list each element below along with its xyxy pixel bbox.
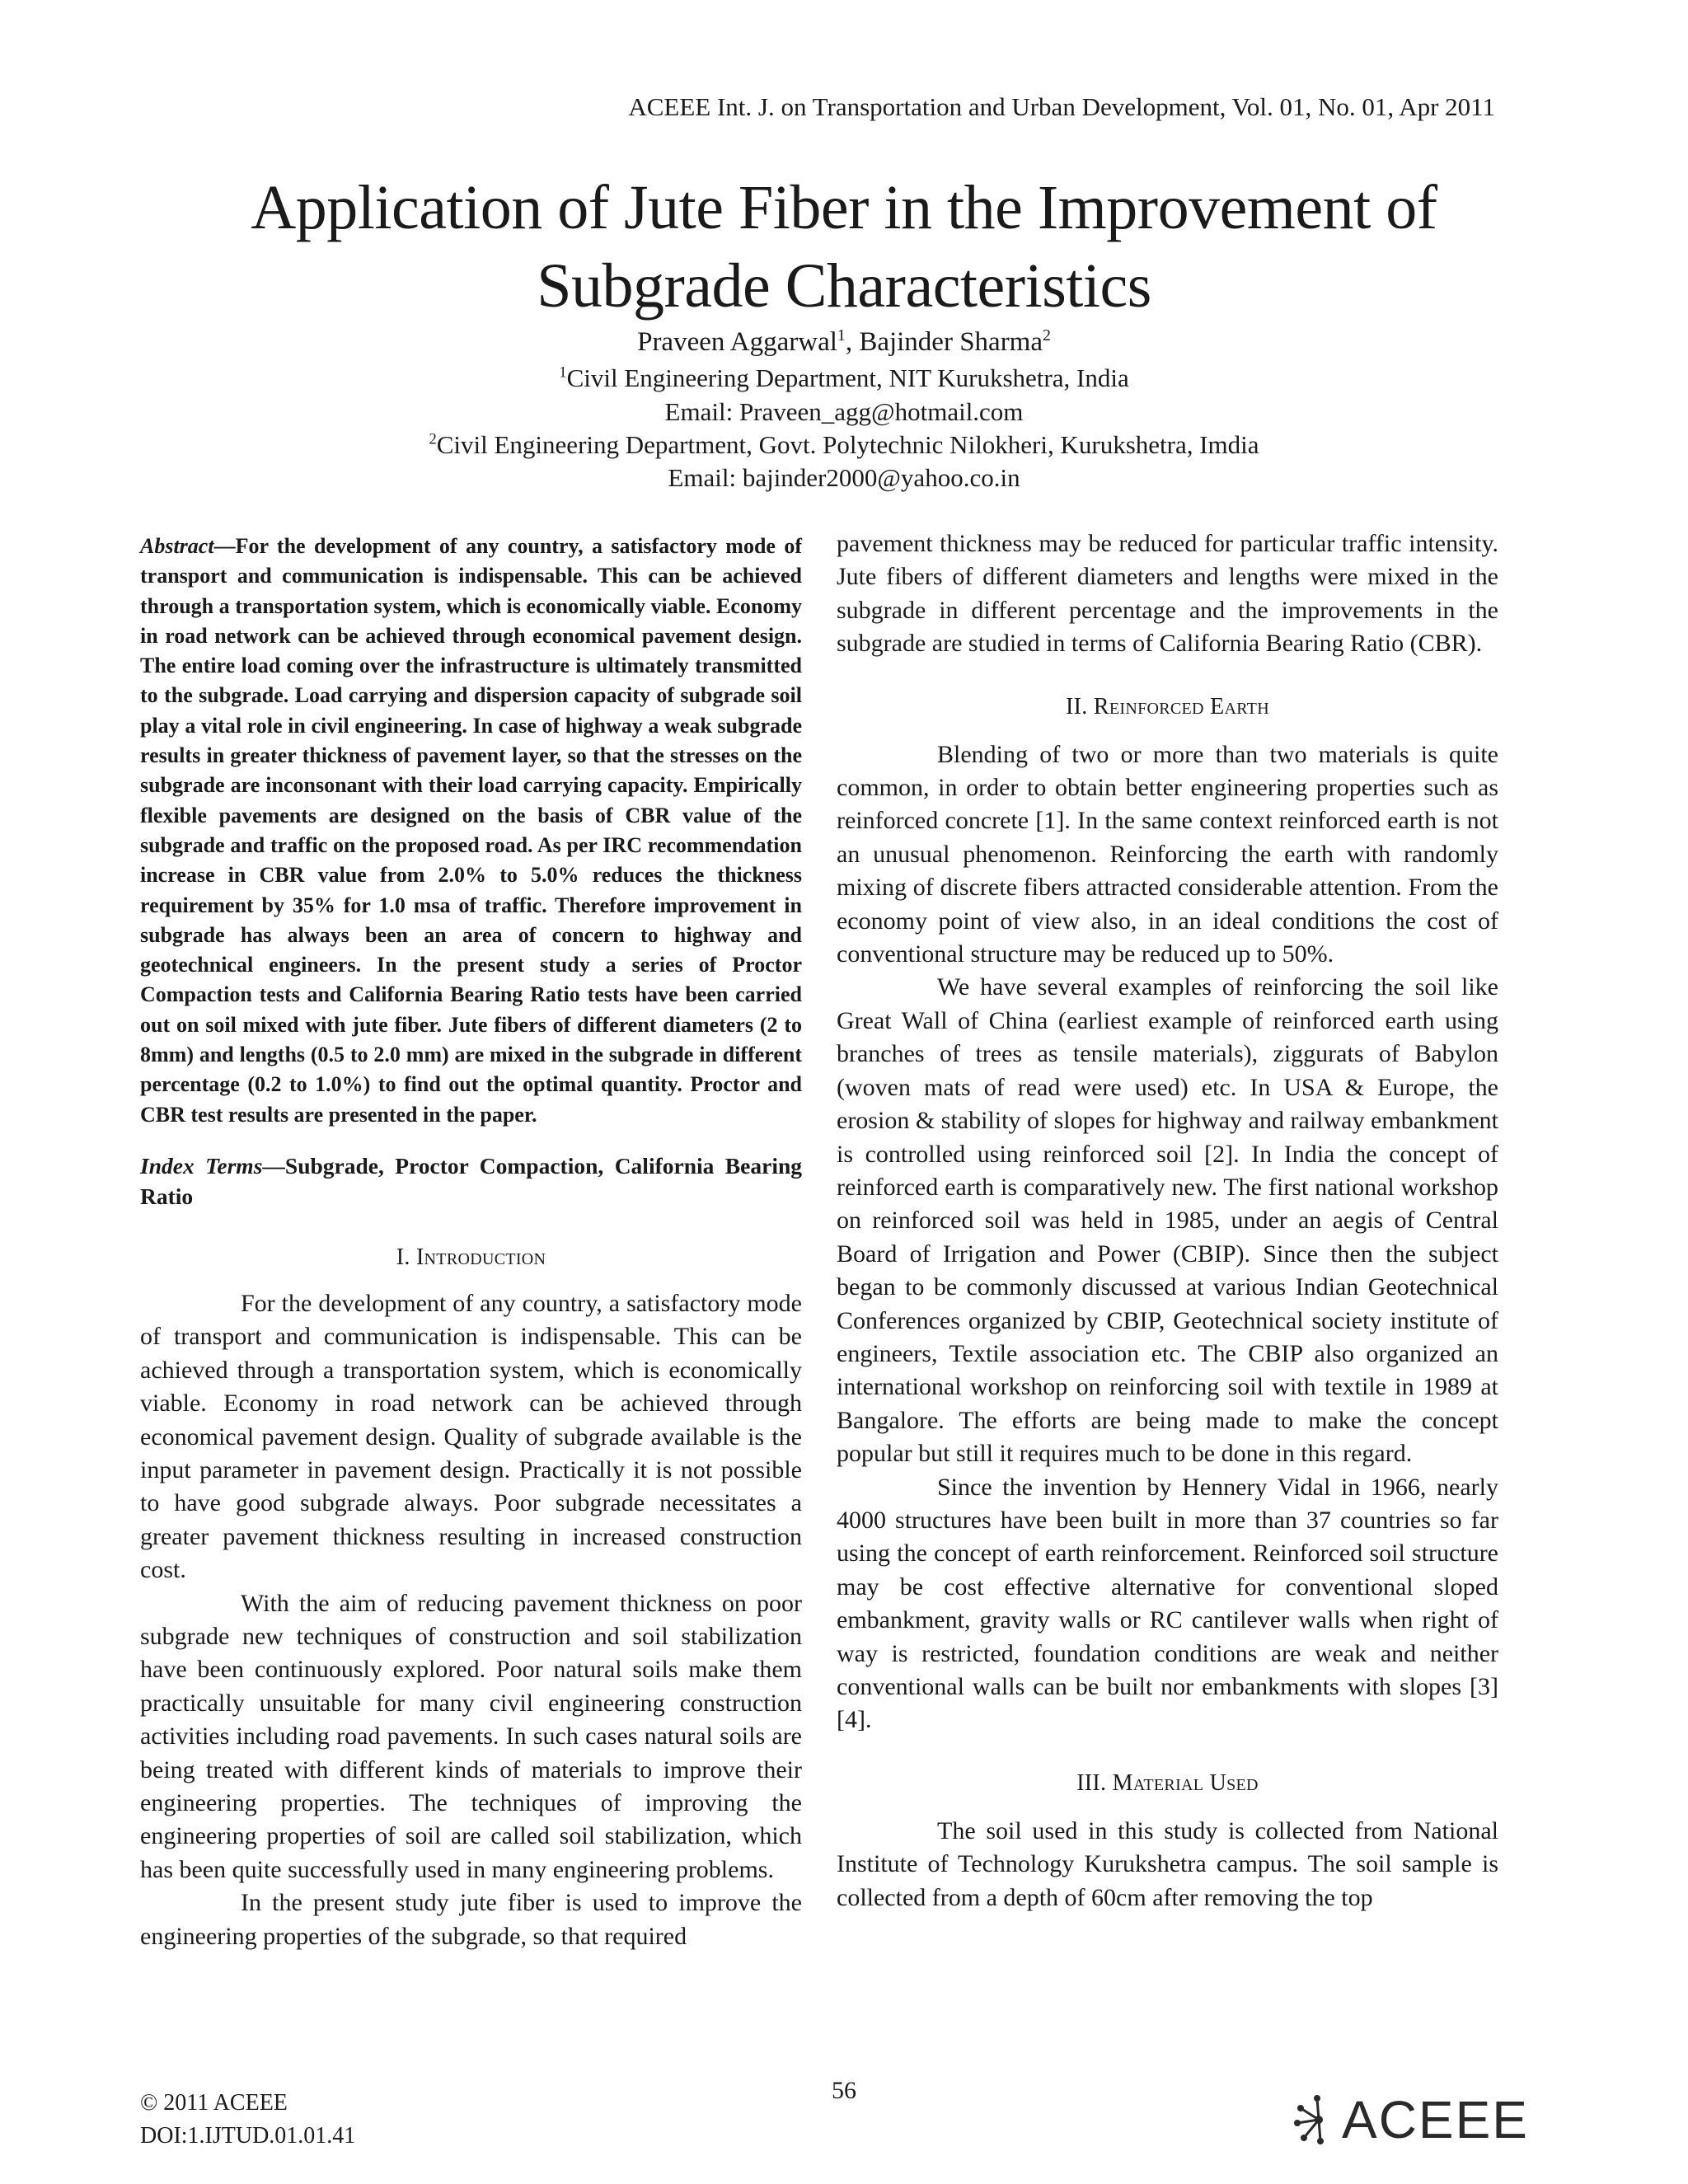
index-terms-label: Index Terms (140, 1152, 263, 1179)
abstract-label: Abstract (140, 534, 214, 558)
section-heading-introduction (140, 1244, 802, 1271)
index-terms (140, 1151, 802, 1212)
affiliation-1 (0, 361, 1688, 395)
left-column (140, 532, 802, 1953)
author-line (0, 326, 1688, 359)
paragraph: pavement thickness may be reduced for particular traffic intensity. Jute fibers of different diameters and lengths were mixed in the subgrade in different percentage and the improvements in the subgrade are studied in terms of California Bearing Ratio (CBR). (837, 530, 1498, 658)
abstract (140, 532, 802, 1130)
paragraph: Since the invention by Hennery Vidal in 1966, nearly 4000 structures have been built in more than 37 countries so far using the concept of earth reinforcement. Reinforced soil structure may be cost effective alternative for conventional sloped embankment, gravity walls or RC cantilever walls when right of way is restricted, foundation conditions are weak and neither conventional walls can be built nor embankments with slopes [3][4]. (837, 1473, 1498, 1734)
page-number: 56 (832, 2077, 856, 2104)
affiliation-2-sup: 2 (429, 430, 437, 448)
section-2-number: II. (1066, 693, 1094, 719)
aceee-logo (1292, 2089, 1529, 2150)
section-1-title: Introduction (415, 1244, 546, 1270)
affiliation-2-text: Civil Engineering Department, Govt. Polytechnic Nilokheri, Kurukshetra, Imdia (436, 430, 1259, 459)
paragraph: Blending of two or more than two materials is quite common, in order to obtain better engineering properties such as reinforced concrete [1]. In the same context reinforced earth is not an unusual phenomenon. Reinforcing the earth with randomly mixing of discrete fibers attracted considerable attention. From the economy point of view also, in an ideal conditions the cost of conventional structure may be reduced up to 50%. (837, 740, 1498, 968)
section-1-number: I. (396, 1244, 416, 1270)
section-2-title: Reinforced Earth (1093, 693, 1269, 719)
title-line-2: Subgrade Characteristics (537, 251, 1151, 321)
paragraph: We have several examples of reinforcing the soil like Great Wall of China (earliest example of reinforced earth using branches of trees as tensile materials), ziggurats of Babylon (woven mats of read were used) etc. In USA & Europe, the erosion & stability of slopes for highway and railway embankment is controlled using reinforced soil [2]. In India the concept of reinforced earth is comparatively new. The first national workshop on reinforced soil was held in 1985, under an aegis of Central Board of Irrigation and Power (CBIP). Since then the subject began to be commonly discussed at various Indian Geotechnical Conferences organized by CBIP, Geotechnical society institute of engineers, Textile association etc. The CBIP also organized an international workshop on reinforcing soil with textile in 1989 at Bangalore. The efforts are being made to make the concept popular but still it requires much to be done in this regard. (837, 973, 1498, 1468)
section-heading-material-used (837, 1770, 1498, 1797)
right-column (837, 527, 1498, 1915)
index-terms-text: —Subgrade, Proctor Compaction, California Bearing Ratio (140, 1152, 802, 1209)
aceee-logo-text: ACEEE (1342, 2090, 1529, 2149)
email-2: Email: bajinder2000@yahoo.co.in (668, 463, 1020, 492)
author-separator: , (845, 327, 860, 357)
copyright: © 2011 ACEEE (140, 2090, 288, 2116)
doi: DOI:1.IJTUD.01.01.41 (140, 2123, 356, 2149)
email-1: Email: Praveen_agg@hotmail.com (664, 397, 1024, 426)
section-heading-reinforced-earth (837, 694, 1498, 720)
aceee-logo-icon (1292, 2093, 1345, 2146)
author-1: Praveen Aggarwal (637, 327, 837, 357)
paper-title (0, 169, 1688, 326)
author-2-sup: 2 (1043, 326, 1051, 344)
affiliation-2 (0, 428, 1688, 462)
affiliation-1-text: Civil Engineering Department, NIT Kurukshetra, India (566, 363, 1129, 392)
paragraph: In the present study jute fiber is used to improve the engineering properties of the subgrade, so that required (140, 1889, 802, 1950)
affiliation-1-sup: 1 (559, 363, 567, 382)
section-3-number: III. (1076, 1769, 1113, 1796)
journal-header: ACEEE Int. J. on Transportation and Urban Development, Vol. 01, No. 01, Apr 2011 (628, 92, 1495, 121)
paragraph: The soil used in this study is collected from National Institute of Technology Kurukshetra campus. The soil sample is collected from a depth of 60cm after removing the top (837, 1816, 1498, 1911)
section-3-title: Material Used (1112, 1769, 1259, 1796)
paragraph: With the aim of reducing pavement thickness on poor subgrade new techniques of construction and soil stabilization have been continuously explored. Poor natural soils make them practically unsuitable for many civil engineering construction activities including road pavements. In such cases natural soils are being treated with different kinds of materials to improve their engineering properties. The techniques of improving the engineering properties of soil are called soil stabilization, which has been quite successfully used in many engineering problems. (140, 1589, 802, 1883)
title-line-1: Application of Jute Fiber in the Improvement of (251, 173, 1437, 242)
paragraph: For the development of any country, a satisfactory mode of transport and communication is indispensable. This can be achieved through a transportation system, which is economically viable. Economy in road network can be achieved through economical pavement design. Quality of subgrade available is the input parameter in pavement design. Practically it is not possible to have good subgrade always. Poor subgrade necessitates a greater pavement thickness resulting in increased construction cost. (140, 1289, 802, 1584)
author-2: Bajinder Sharma (859, 327, 1043, 357)
abstract-text: —For the development of any country, a satisfactory mode of transport and communication is indispensable. This can be achieved through a transportation system, which is economically viable. Economy in road network can be achieved through economical pavement design. The entire load coming over the infrastructure is ultimately transmitted to the subgrade. Load carrying and dispersion capacity of subgrade soil play a vital role in civil engineering. In case of highway a weak subgrade results in greater thickness of pavement layer, so that the stresses on the subgrade are inconsonant with their load carrying capacity. Empirically flexible pavements are designed on the basis of CBR value of the subgrade and traffic on the proposed road. As per IRC recommendation increase in CBR value from 2.0% to 5.0% reduces the thickness requirement by 35% for 1.0 msa of traffic. Therefore improvement in subgrade has always been an area of concern to highway and geotechnical engineers. In the present study a series of Proctor Compaction tests and California Bearing Ratio tests have been carried out on soil mixed with jute fiber. Jute fibers of different diameters (2 to 8mm) and lengths (0.5 to 2.0 mm) are mixed in the subgrade in different percentage (0.2 to 1.0%) to find out the optimal quantity. Proctor and CBR test results are presented in the paper. (140, 534, 802, 1127)
author-1-sup: 1 (837, 326, 846, 344)
